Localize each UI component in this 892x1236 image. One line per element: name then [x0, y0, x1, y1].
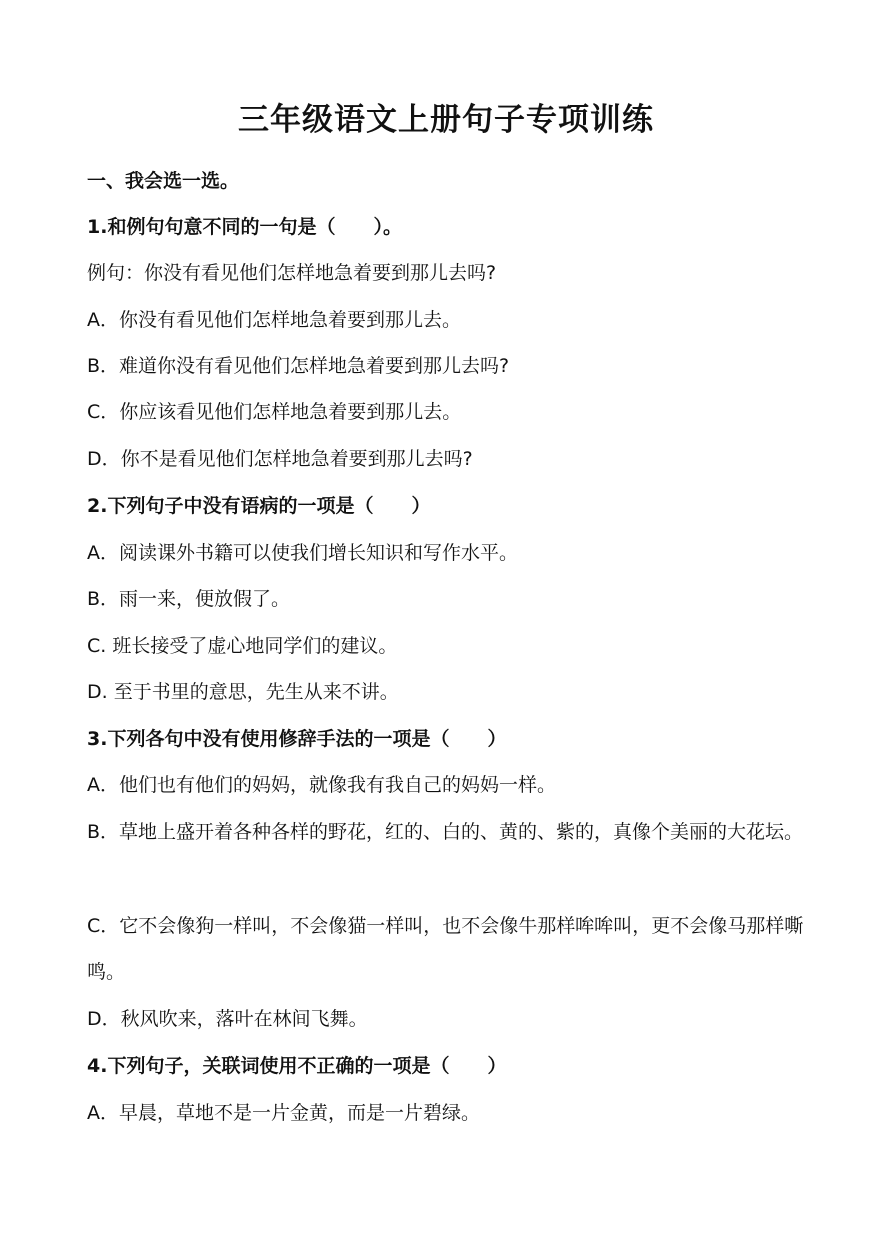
question-3-option-c: C．它不会像狗一样叫，不会像猫一样叫，也不会像牛那样哞哞叫，更不会像马那样嘶鸣。 — [87, 915, 804, 983]
question-2-option-c: C. 班长接受了虚心地同学们的建议。 — [87, 635, 398, 657]
question-2-option-b: B．雨一来，便放假了。 — [87, 588, 291, 610]
question-4-stem: 4.下列句子，关联词使用不正确的一项是（ ） — [87, 1055, 507, 1077]
question-1-option-b: B．难道你没有看见他们怎样地急着要到那儿去吗? — [87, 355, 510, 377]
question-4-option-a: A．早晨，草地不是一片金黄，而是一片碧绿。 — [87, 1102, 480, 1124]
question-2-option-a: A．阅读课外书籍可以使我们增长知识和写作水平。 — [87, 542, 518, 564]
question-2-option-d: D. 至于书里的意思，先生从来不讲。 — [87, 681, 399, 703]
section-heading: 一、我会选一选。 — [87, 170, 240, 192]
question-1-option-c: C．你应该看见他们怎样地急着要到那儿去。 — [87, 401, 462, 423]
question-3-stem: 3.下列各句中没有使用修辞手法的一项是（ ） — [87, 728, 507, 750]
question-1-example: 例句：你没有看见他们怎样地急着要到那儿去吗? — [87, 262, 497, 284]
question-1-stem: 1.和例句句意不同的一句是（ ）。 — [87, 216, 402, 238]
question-3-option-b: B．草地上盛开着各种各样的野花，红的、白的、黄的、紫的，真像个美丽的大花坛。 — [87, 821, 804, 843]
question-3-option-a: A．他们也有他们的妈妈，就像我有我自己的妈妈一样。 — [87, 774, 556, 796]
question-1-option-d: D．你不是看见他们怎样地急着要到那儿去吗? — [87, 448, 473, 470]
question-2-stem: 2.下列句子中没有语病的一项是（ ） — [87, 495, 431, 517]
page-title: 三年级语文上册句子专项训练 — [238, 102, 654, 138]
question-3-option-d: D．秋风吹来，落叶在林间飞舞。 — [87, 1008, 368, 1030]
question-1-option-a: A．你没有看见他们怎样地急着要到那儿去。 — [87, 309, 461, 331]
